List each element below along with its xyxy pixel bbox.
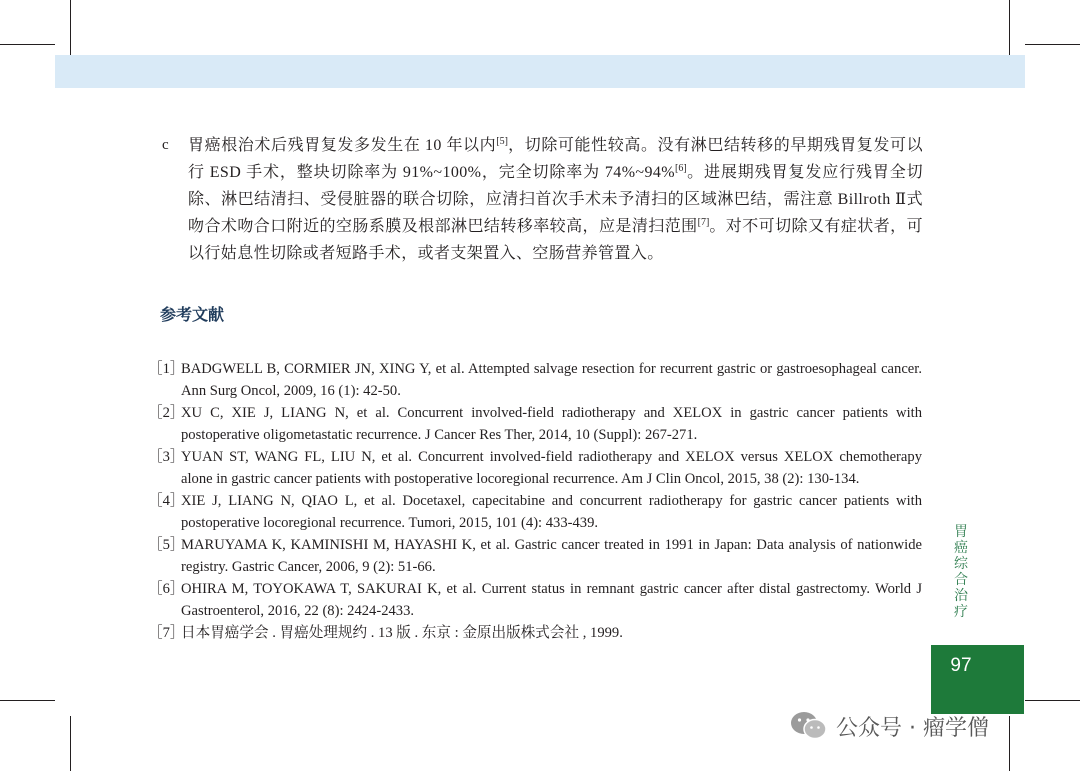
- side-tab-char: 癌: [954, 540, 968, 556]
- citation-superscript: [6]: [675, 163, 687, 174]
- reference-item: [148, 402, 922, 446]
- reference-number: ［7］: [148, 625, 185, 641]
- reference-item: [148, 446, 922, 490]
- reference-item: [148, 534, 922, 578]
- side-tab-char: 综: [954, 556, 968, 572]
- watermark: [790, 706, 989, 746]
- reference-item: [148, 490, 922, 534]
- crop-mark-top-right-horizontal: [1025, 44, 1080, 45]
- reference-item: [148, 358, 922, 402]
- side-tab-char: 合: [954, 572, 968, 588]
- body-paragraph: [188, 132, 923, 267]
- paragraph-text: 。对不可切除又有症状者，可以行姑息性切除或者短路手术，或者支架置入、空肠营养管置入。: [188, 218, 924, 262]
- list-marker: c: [162, 137, 169, 153]
- crop-mark-bottom-right-horizontal: [1025, 700, 1080, 701]
- reference-number: ［4］: [148, 493, 185, 509]
- chapter-side-tab: [947, 524, 975, 620]
- reference-item: [148, 622, 922, 644]
- reference-number: ［2］: [148, 405, 185, 421]
- reference-text: 日本胃癌学会 . 胃癌处理规约 . 13 版 . 东京 : 金原出版株式会社 , 1999.: [181, 625, 623, 641]
- wechat-icon: [790, 710, 828, 742]
- references-list: [148, 358, 922, 644]
- crop-mark-top-left-horizontal: [0, 44, 55, 45]
- crop-mark-bottom-right-vertical: [1009, 716, 1010, 771]
- header-band: [55, 55, 1025, 88]
- page-number-box: [931, 645, 1024, 714]
- paragraph-text: 。进展期残胃复发应行残胃全切除、淋巴结清扫、受侵脏器的联合切除，应清扫首次手术未予清扫的区域淋巴结，需注意 Billroth Ⅱ式吻合术吻合口附近的空肠系膜及根部淋巴结转移率较高，应是清扫范围: [188, 164, 924, 235]
- references-heading: 参考文献: [160, 305, 225, 324]
- paragraph-text: 胃癌根治术后残胃复发多发生在 10 年以内: [188, 137, 497, 154]
- reference-text: XU C, XIE J, LIANG N, et al. Concurrent involved-field radiotherapy and XELOX in gastric cancer patients with postoperative oligometastatic recurrence. J Cancer Res Ther, 2014, 10 (Suppl): 267-271.: [181, 405, 922, 443]
- reference-text: YUAN ST, WANG FL, LIU N, et al. Concurrent involved-field radiotherapy and XELOX versus XELOX chemotherapy alone in gastric cancer patients with postoperative locoregional recurrence. Am J Clin Oncol, 2015, 38 (2): 130-134.: [181, 449, 922, 487]
- side-tab-char: 疗: [954, 604, 968, 620]
- crop-mark-top-left-vertical: [70, 0, 71, 55]
- crop-mark-top-right-vertical: [1009, 0, 1010, 55]
- crop-mark-bottom-left-horizontal: [0, 700, 55, 701]
- reference-number: ［3］: [148, 449, 185, 465]
- reference-text: OHIRA M, TOYOKAWA T, SAKURAI K, et al. Current status in remnant gastric cancer after distal gastrectomy. World J Gastroenterol, 2016, 22 (8): 2424-2433.: [181, 581, 922, 619]
- reference-item: [148, 578, 922, 622]
- reference-number: ［1］: [148, 361, 185, 377]
- reference-number: ［5］: [148, 537, 185, 553]
- reference-number: ［6］: [148, 581, 185, 597]
- side-tab-char: 胃: [954, 524, 968, 540]
- watermark-text: 公众号 · 瘤学僧: [836, 715, 989, 741]
- page-number: 97: [950, 655, 972, 676]
- reference-text: MARUYAMA K, KAMINISHI M, HAYASHI K, et al. Gastric cancer treated in 1991 in Japan: Data analysis of nationwide registry. Gastric Cancer, 2006, 9 (2): 51-66.: [181, 537, 922, 575]
- crop-mark-bottom-left-vertical: [70, 716, 71, 771]
- citation-superscript: [7]: [697, 217, 710, 228]
- reference-text: BADGWELL B, CORMIER JN, XING Y, et al. Attempted salvage resection for recurrent gastric or gastroesophageal cancer. Ann Surg Oncol, 2009, 16 (1): 42-50.: [181, 361, 922, 399]
- reference-text: XIE J, LIANG N, QIAO L, et al. Docetaxel, capecitabine and concurrent radiotherapy for gastric cancer patients with postoperative locoregional recurrence. Tumori, 2015, 101 (4): 433-439.: [181, 493, 922, 531]
- citation-superscript: [5]: [496, 136, 508, 147]
- paragraph-text: ，切除可能性较高。没有淋巴结转移的早期残胃复发可以行 ESD 手术，整块切除率为 91%~100%，完全切除率为 74%~94%: [188, 137, 923, 181]
- side-tab-char: 治: [954, 588, 968, 604]
